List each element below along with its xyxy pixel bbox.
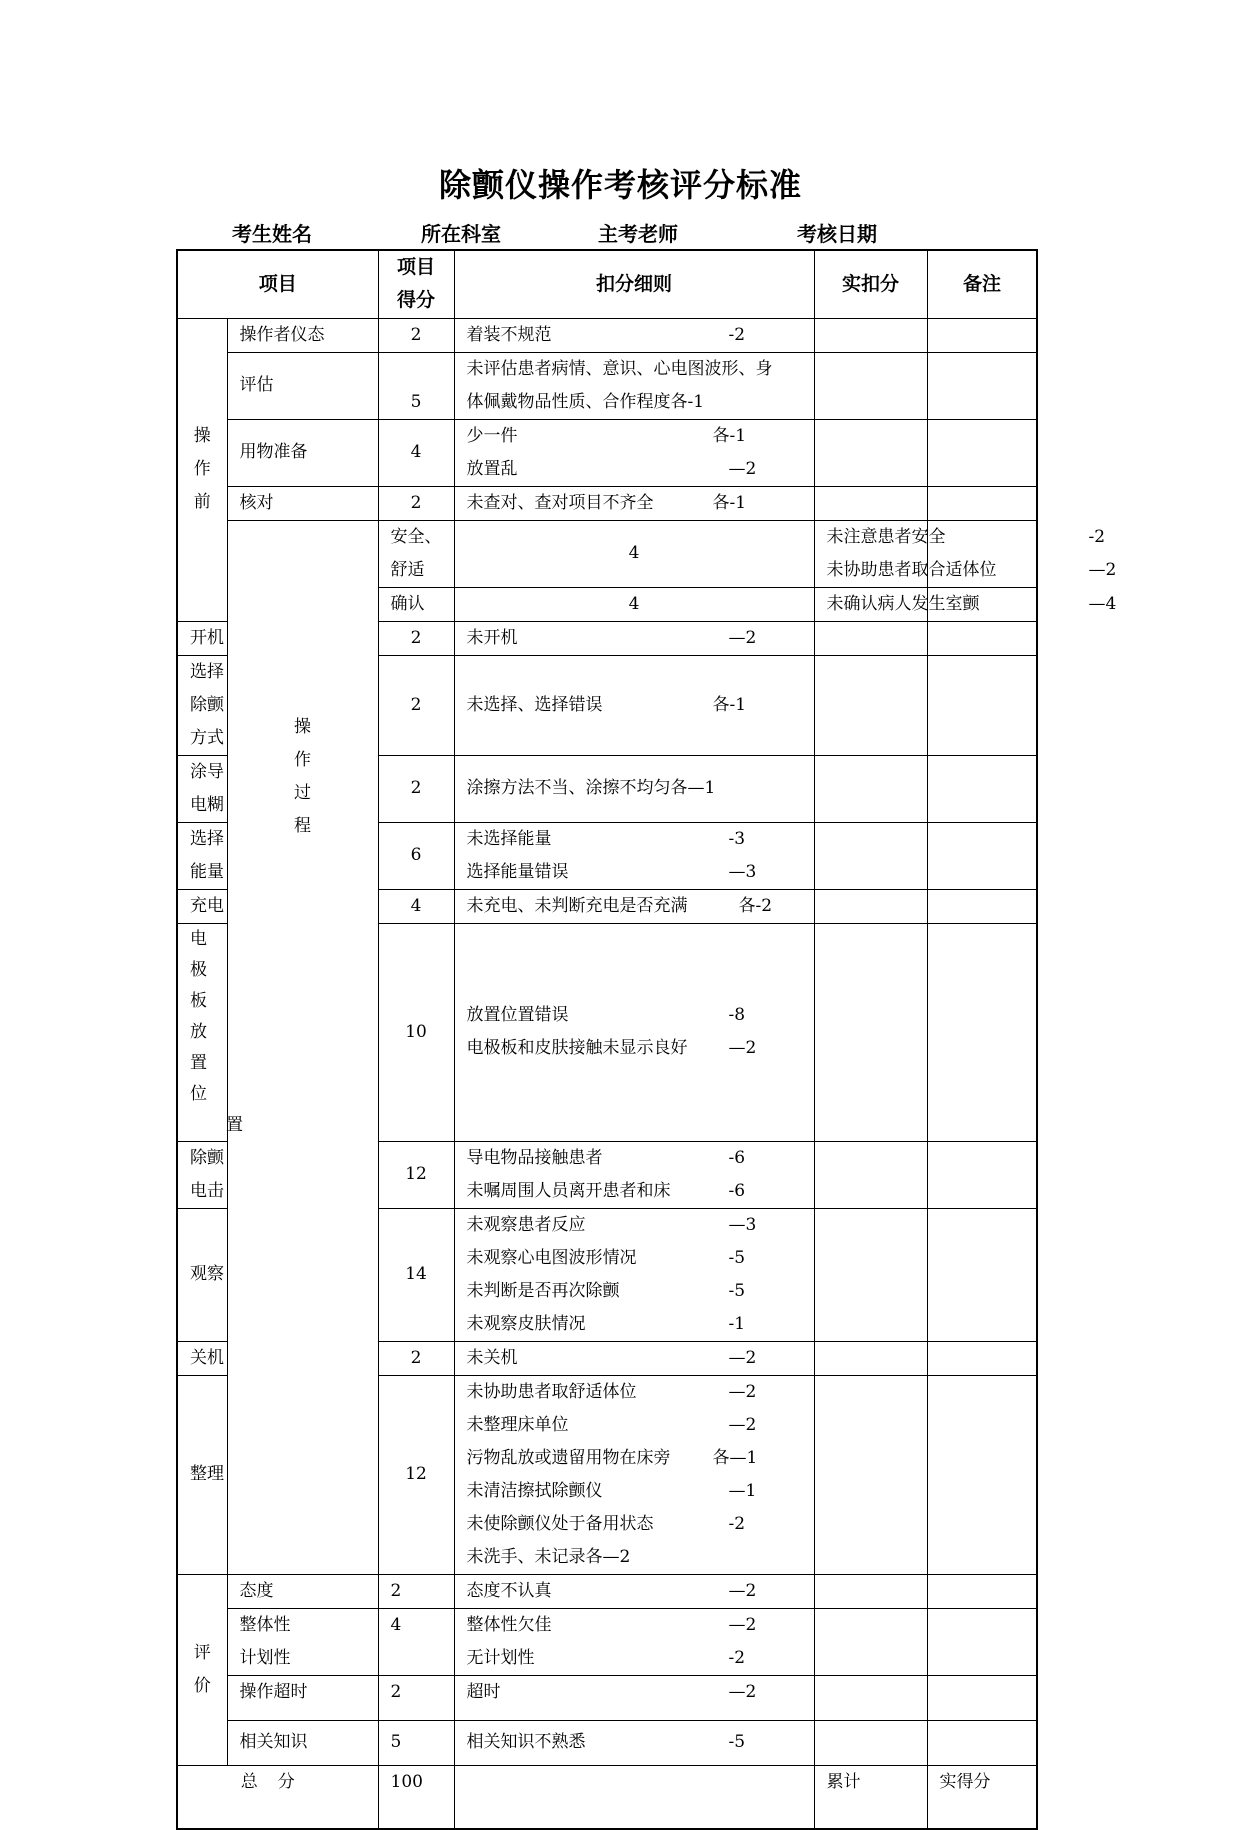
deduction-points: —2 xyxy=(728,1614,757,1635)
deduction-points: —3 xyxy=(728,861,757,882)
item-score: 2 xyxy=(378,655,454,755)
actual-deduction-cell[interactable] xyxy=(814,1608,927,1675)
item-name: 用物准备 xyxy=(227,419,378,486)
final-score-label: 实得分 xyxy=(927,1765,1037,1829)
header-detail: 扣分细则 xyxy=(454,250,814,318)
actual-deduction-cell[interactable] xyxy=(814,1375,927,1574)
deduction-text: 污物乱放或遗留用物在床旁 xyxy=(466,1447,671,1468)
label-examiner: 主考老师 xyxy=(598,222,678,246)
deduction-cell xyxy=(454,655,814,755)
section-char: 程 xyxy=(294,815,311,836)
actual-deduction-cell[interactable] xyxy=(814,1208,927,1341)
item-score: 10 xyxy=(378,923,454,1141)
item-name: 操作者仪态 xyxy=(227,318,378,352)
header-score-line2: 得分 xyxy=(397,289,436,312)
note-cell[interactable] xyxy=(927,923,1037,1141)
item-name: 除颤电击 xyxy=(177,1141,227,1208)
item-score: 12 xyxy=(378,1141,454,1208)
deduction-points: —4 xyxy=(1088,593,1117,614)
item-name: 选择能量 xyxy=(177,822,227,889)
section-char: 价 xyxy=(193,1675,211,1696)
deduction-points: —2 xyxy=(728,627,757,648)
actual-deduction-cell[interactable] xyxy=(814,1720,927,1765)
deduction-text: 选择能量错误 xyxy=(466,861,569,882)
table-row xyxy=(177,1675,1037,1720)
note-cell[interactable] xyxy=(927,1608,1037,1675)
item-score: 4 xyxy=(378,419,454,486)
item-score: 2 xyxy=(378,486,454,520)
deduction-points: —1 xyxy=(728,1480,757,1501)
deduction-text: 无计划性 xyxy=(466,1647,535,1668)
section-char: 作 xyxy=(294,749,311,770)
item-score: 2 xyxy=(378,755,454,822)
item-name-line: 置 xyxy=(226,1114,247,1135)
deduction-points: -1 xyxy=(728,1313,746,1334)
note-cell[interactable] xyxy=(927,621,1037,655)
deduction-cell xyxy=(454,318,814,352)
deduction-points: -5 xyxy=(728,1247,746,1268)
note-cell[interactable] xyxy=(927,755,1037,822)
deduction-text: 未选择、选择错误 xyxy=(466,694,603,715)
table-row xyxy=(177,520,1037,587)
deduction-points: —2 xyxy=(728,1414,757,1435)
cumulative-label: 累计 xyxy=(814,1765,927,1829)
note-cell[interactable] xyxy=(927,352,1037,419)
header-item: 项目 xyxy=(177,250,378,318)
item-name: 评估 xyxy=(227,352,378,419)
note-cell[interactable] xyxy=(927,889,1037,923)
note-cell[interactable] xyxy=(927,1341,1037,1375)
item-name: 整理 xyxy=(177,1375,227,1574)
deduction-cell xyxy=(454,1574,814,1608)
deduction-cell xyxy=(454,486,814,520)
deduction-points: -2 xyxy=(728,324,746,345)
actual-deduction-cell[interactable] xyxy=(814,755,927,822)
table-row xyxy=(177,1720,1037,1765)
item-score: 2 xyxy=(378,1675,454,1720)
deduction-cell xyxy=(454,889,814,923)
deduction-points: -8 xyxy=(728,1005,746,1025)
deduction-text: 未选择能量 xyxy=(466,828,552,849)
total-detail-cell[interactable] xyxy=(454,1765,814,1829)
header-row xyxy=(177,250,1037,318)
deduction-cell xyxy=(454,755,814,822)
deduction-text: 未协助患者取舒适体位 xyxy=(466,1381,637,1402)
deduction-text: 未判断是否再次除颤 xyxy=(466,1280,620,1301)
scoring-table xyxy=(176,249,1117,1830)
deduction-points: —2 xyxy=(728,1038,757,1058)
page-title: 除颤仪操作考核评分标准 xyxy=(438,166,802,204)
item-score: 4 xyxy=(454,587,814,621)
note-cell[interactable] xyxy=(927,1141,1037,1208)
table-row xyxy=(177,1608,1037,1675)
deduction-text: 着装不规范 xyxy=(466,324,552,345)
item-name: 操作超时 xyxy=(227,1675,378,1720)
item-name: 安全、舒适 xyxy=(378,520,454,587)
section-char: 作 xyxy=(193,459,211,479)
note-cell[interactable] xyxy=(927,419,1037,486)
item-score: 5 xyxy=(378,1720,454,1765)
header-note: 备注 xyxy=(927,250,1037,318)
deduction-cell xyxy=(814,587,1117,621)
deduction-points: -2 xyxy=(728,1513,746,1534)
actual-deduction-cell[interactable] xyxy=(814,419,927,486)
note-cell[interactable] xyxy=(927,822,1037,889)
item-name xyxy=(177,923,247,1141)
deduction-points: —2 xyxy=(728,458,757,479)
deduction-text: 未关机 xyxy=(466,1347,518,1368)
deduction-points: -5 xyxy=(728,1732,746,1752)
actual-deduction-cell[interactable] xyxy=(814,655,927,755)
header-actual: 实扣分 xyxy=(814,250,927,318)
actual-deduction-cell[interactable] xyxy=(814,1141,927,1208)
deduction-points: -3 xyxy=(728,828,746,849)
table-row xyxy=(177,486,1037,520)
item-name: 观察 xyxy=(177,1208,227,1341)
deduction-points: 各—1 xyxy=(712,1447,758,1468)
item-score: 12 xyxy=(378,1375,454,1574)
deduction-cell xyxy=(454,1141,814,1208)
item-score: 2 xyxy=(378,1574,454,1608)
deduction-text: 电极板和皮肤接触未显示良好 xyxy=(466,1038,688,1058)
deduction-cell xyxy=(454,621,814,655)
actual-deduction-cell[interactable] xyxy=(814,1341,927,1375)
item-score: 14 xyxy=(378,1208,454,1341)
deduction-cell xyxy=(814,520,1117,587)
deduction-points: -2 xyxy=(1088,526,1106,547)
item-name: 充电 xyxy=(177,889,227,923)
deduction-points: 各-2 xyxy=(738,895,773,916)
actual-deduction-cell[interactable] xyxy=(814,822,927,889)
deduction-points: —3 xyxy=(728,1214,757,1235)
header-score xyxy=(378,250,454,318)
table-row xyxy=(177,419,1037,486)
deduction-text: 相关知识不熟悉 xyxy=(466,1732,586,1752)
item-score: 4 xyxy=(454,520,814,587)
note-cell[interactable] xyxy=(927,1574,1037,1608)
deduction-cell xyxy=(454,822,814,889)
deduction-cell xyxy=(454,419,814,486)
deduction-text: 未使除颤仪处于备用状态 xyxy=(466,1513,654,1534)
item-name: 选择除颤方式 xyxy=(177,655,227,755)
section-char: 过 xyxy=(294,782,311,803)
deduction-points: 各-1 xyxy=(712,425,747,446)
item-name-line: 电极板放置位 xyxy=(190,928,211,1104)
item-name xyxy=(227,1608,378,1675)
section-char: 评 xyxy=(193,1642,211,1663)
item-name: 关机 xyxy=(177,1341,227,1375)
label-department: 所在科室 xyxy=(421,222,501,246)
deduction-text: 未观察皮肤情况 xyxy=(466,1313,586,1334)
deduction-cell xyxy=(454,1720,814,1765)
deduction-text: 未注意患者安全 xyxy=(826,526,946,547)
header-score-line1: 项目 xyxy=(397,256,436,279)
deduction-cell xyxy=(454,1375,814,1574)
item-score: 2 xyxy=(378,621,454,655)
deduction-text: 未确认病人发生室颤 xyxy=(826,593,980,614)
deduction-text: 未观察患者反应 xyxy=(466,1214,586,1235)
deduction-text: 未观察心电图波形情况 xyxy=(466,1247,637,1268)
section-char: 操 xyxy=(193,426,211,446)
actual-deduction-cell[interactable] xyxy=(814,1574,927,1608)
deduction-cell xyxy=(454,1675,814,1720)
total-label: 总分 xyxy=(177,1765,378,1829)
item-name: 确认 xyxy=(378,587,454,621)
item-score: 2 xyxy=(378,318,454,352)
actual-deduction-cell[interactable] xyxy=(814,621,927,655)
deduction-text: 未查对、查对项目不齐全 xyxy=(466,492,654,513)
item-score: 5 xyxy=(378,352,454,419)
deduction-text: 少一件 xyxy=(466,425,518,446)
deduction-cell xyxy=(454,1608,814,1675)
actual-deduction-cell[interactable] xyxy=(814,352,927,419)
table-row xyxy=(177,318,1037,352)
item-name: 态度 xyxy=(227,1574,378,1608)
deduction-cell xyxy=(454,1208,814,1341)
deduction-text: 未协助患者取合适体位 xyxy=(826,559,997,580)
actual-deduction-cell[interactable] xyxy=(814,1675,927,1720)
section-char: 前 xyxy=(193,492,211,512)
item-score: 2 xyxy=(378,1341,454,1375)
note-cell[interactable] xyxy=(927,1720,1037,1765)
note-cell[interactable] xyxy=(927,486,1037,520)
label-examinee-name: 考生姓名 xyxy=(232,222,312,246)
deduction-text: 未清洁擦拭除颤仪 xyxy=(466,1480,603,1501)
actual-deduction-cell[interactable] xyxy=(814,318,927,352)
deduction-text: 整体性欠佳 xyxy=(466,1614,552,1635)
section-before xyxy=(177,318,227,621)
deduction-text: 超时 xyxy=(466,1681,501,1702)
deduction-text: 未评估患者病情、意识、心电图波形、身 xyxy=(466,358,773,379)
item-score: 4 xyxy=(378,1608,454,1675)
deduction-points: —2 xyxy=(728,1580,757,1601)
deduction-points: —2 xyxy=(1088,559,1117,580)
item-name: 涂导电糊 xyxy=(177,755,227,822)
deduction-text: 导电物品接触患者 xyxy=(466,1147,603,1168)
label-exam-date: 考核日期 xyxy=(797,222,877,246)
note-cell[interactable] xyxy=(927,1208,1037,1341)
item-name: 开机 xyxy=(177,621,227,655)
deduction-text: 放置乱 xyxy=(466,458,518,479)
note-cell[interactable] xyxy=(927,655,1037,755)
deduction-cell xyxy=(454,1341,814,1375)
item-name: 核对 xyxy=(227,486,378,520)
item-score: 6 xyxy=(378,822,454,889)
actual-deduction-cell[interactable] xyxy=(814,923,927,1141)
table-row xyxy=(177,1574,1037,1608)
item-name: 相关知识 xyxy=(227,1720,378,1765)
section-process xyxy=(227,520,378,1574)
deduction-cell xyxy=(454,923,814,1141)
deduction-points: -6 xyxy=(728,1147,746,1168)
deduction-text: 体佩戴物品性质、合作程度各-1 xyxy=(466,391,705,412)
deduction-points: -5 xyxy=(728,1280,746,1301)
deduction-points: 各-1 xyxy=(712,492,747,513)
section-eval xyxy=(177,1574,227,1765)
deduction-points: —2 xyxy=(728,1347,757,1368)
table-row xyxy=(177,352,1037,419)
deduction-text: 放置位置错误 xyxy=(466,1005,569,1025)
item-name-line: 计划性 xyxy=(239,1647,291,1668)
item-name-line: 整体性 xyxy=(239,1614,291,1635)
deduction-points: —2 xyxy=(728,1381,757,1402)
deduction-cell xyxy=(454,352,814,419)
note-cell[interactable] xyxy=(927,1675,1037,1720)
deduction-points: —2 xyxy=(728,1681,757,1702)
deduction-text: 未嘱周围人员离开患者和床 xyxy=(466,1180,671,1201)
actual-deduction-cell[interactable] xyxy=(814,889,927,923)
note-cell[interactable] xyxy=(927,1375,1037,1574)
deduction-points: 各-1 xyxy=(712,694,747,715)
deduction-text: 态度不认真 xyxy=(466,1580,552,1601)
deduction-text: 涂擦方法不当、涂擦不均匀各—1 xyxy=(466,778,716,798)
item-score: 4 xyxy=(378,889,454,923)
deduction-text: 未整理床单位 xyxy=(466,1414,569,1435)
deduction-text: 未洗手、未记录各—2 xyxy=(466,1546,631,1567)
actual-deduction-cell[interactable] xyxy=(814,486,927,520)
deduction-points: -6 xyxy=(728,1180,746,1201)
section-char: 操 xyxy=(294,716,311,737)
deduction-text: 未充电、未判断充电是否充满 xyxy=(466,895,688,916)
note-cell[interactable] xyxy=(927,318,1037,352)
deduction-points: -2 xyxy=(728,1647,746,1668)
total-row xyxy=(177,1765,1037,1829)
total-score: 100 xyxy=(378,1765,454,1829)
deduction-text: 未开机 xyxy=(466,627,518,648)
